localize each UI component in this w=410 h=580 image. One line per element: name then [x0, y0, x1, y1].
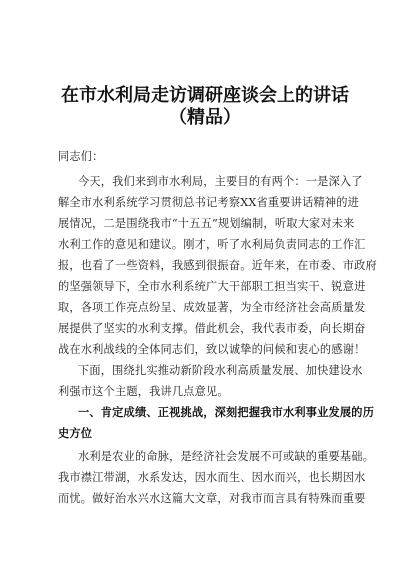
paragraph-line: 水利工作的意见和建议。刚才，听了水利局负责同志的工作汇: [58, 238, 366, 251]
section-heading-cont: 史方位: [58, 427, 93, 440]
section-heading: 一、肯定成绩、正视挑战，深刻把握我市水利事业发展的历: [78, 406, 375, 419]
paragraph-line: 下面，围绕扎实推动新阶段水利高质量发展、加快建设水: [78, 364, 363, 377]
paragraph-line: 水利是农业的命脉，是经济社会发展不可或缺的重要基础。: [78, 450, 375, 463]
paragraph-line: 战在水利战线的全体同志们，致以诚挚的问候和衷心的感谢！: [58, 343, 366, 356]
paragraph-line: 取，各项工作亮点纷呈、成效显著，为全市经济社会高质量发: [58, 301, 366, 314]
salutation: 同志们：: [58, 150, 104, 163]
paragraph-line: 我市襟江带湖，水系发达，因水而生、因水而兴，也长期因水: [58, 471, 366, 484]
document-title-suffix: （精品）: [169, 107, 241, 128]
paragraph-line: 的坚强领导下，全市水利系统广大干部职工担当实干、锐意进: [58, 280, 366, 293]
paragraph-line: 解全市水利系统学习贯彻总书记考察XX省重要讲话精神的进: [58, 196, 360, 209]
document-title: 在市水利局走访调研座谈会上的讲话: [61, 85, 349, 106]
paragraph-line: 今天，我们来到市水利局，主要目的有两个：一是深入了: [78, 175, 363, 188]
paragraph-line: 利强市这个主题，我讲几点意见。: [58, 385, 229, 398]
paragraph-line: 展提供了坚实的水利支撑。借此机会，我代表市委，向长期奋: [58, 322, 366, 335]
paragraph-line: 展情况，二是围绕我市“十五五”规划编制，听取大家对未来: [58, 217, 355, 230]
paragraph-line: 报，也看了一些资料，我感到很振奋。近年来，在市委、市政府: [58, 259, 377, 272]
paragraph-line: 而忧。做好治水兴水这篇大文章，对我市而言具有特殊而重要: [58, 492, 366, 505]
